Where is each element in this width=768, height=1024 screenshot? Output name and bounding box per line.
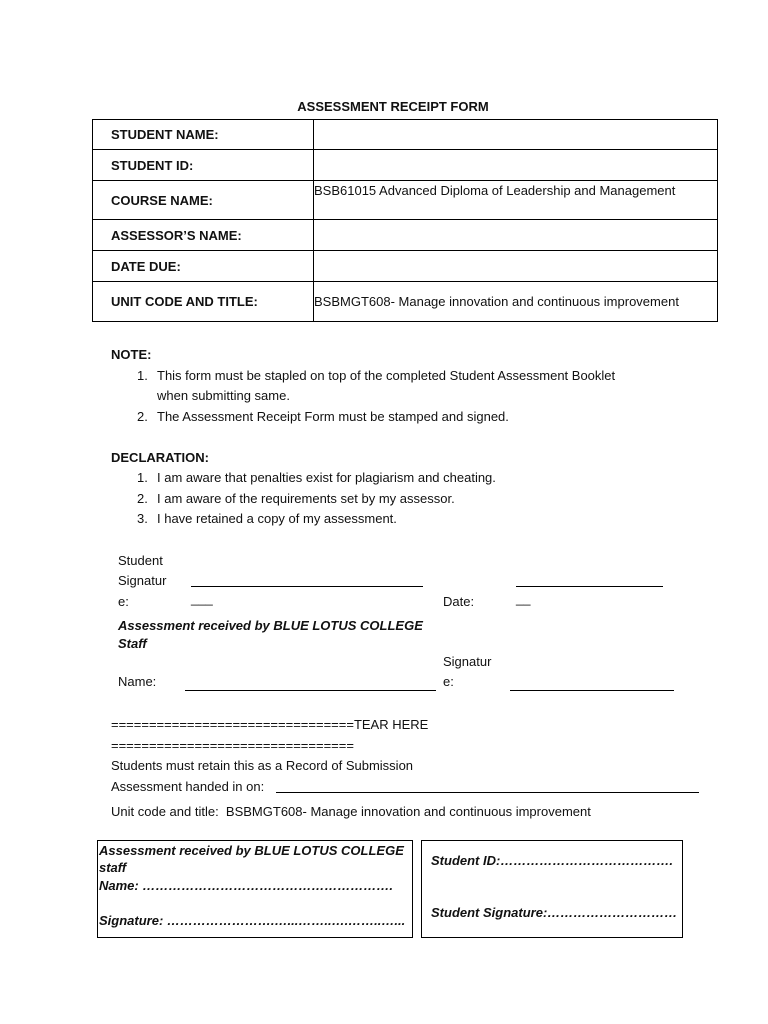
course-name-label: COURSE NAME: xyxy=(93,181,314,220)
note-item-1-line2: when submitting same. xyxy=(157,388,290,403)
student-receipt-signature-line[interactable]: Student Signature:………………………… xyxy=(431,905,678,920)
student-receipt-id-line[interactable]: Student ID:…………………………………. xyxy=(431,853,673,868)
student-receipt-box xyxy=(421,840,683,938)
student-name-field[interactable] xyxy=(314,120,718,150)
note-item-1-line1: This form must be stapled on top of the completed Student Assessment Booklet xyxy=(157,368,616,383)
tear-line-2: ================================ xyxy=(111,738,354,753)
unit-code-footer-label: Unit code and title: xyxy=(111,804,219,819)
form-title: ASSESSMENT RECEIPT FORM xyxy=(297,99,489,114)
list-number: 1. xyxy=(137,470,148,485)
note-item-1 xyxy=(137,368,615,383)
staff-receipt-heading-l2: staff xyxy=(99,860,127,875)
table-row xyxy=(93,220,718,251)
staff-name-line[interactable] xyxy=(185,690,436,691)
student-signature-label-l2: Signatur xyxy=(118,573,167,588)
declaration-heading: DECLARATION: xyxy=(111,450,209,465)
unit-code-label: UNIT CODE AND TITLE: xyxy=(93,282,314,322)
staff-signature-label-l2: e: xyxy=(443,674,454,689)
date-label: Date: xyxy=(443,594,475,609)
handed-in-label: Assessment handed in on: xyxy=(111,779,265,794)
declaration-item-1-text: I am aware that penalties exist for plagiarism and cheating. xyxy=(157,470,496,485)
note-item-2-line1: The Assessment Receipt Form must be stamped and signed. xyxy=(157,409,509,424)
table-row xyxy=(93,150,718,181)
student-signature-line-tail: ___ xyxy=(191,591,213,606)
table-row xyxy=(93,282,718,322)
course-name-value: BSB61015 Advanced Diploma of Leadership and Management xyxy=(314,181,718,220)
declaration-item-2 xyxy=(137,491,455,506)
student-name-label: STUDENT NAME: xyxy=(93,120,314,150)
assessor-name-field[interactable] xyxy=(314,220,718,251)
table-row xyxy=(93,181,718,220)
retain-record-text: Students must retain this as a Record of Submission xyxy=(111,758,414,773)
staff-heading-l1: Assessment received by BLUE LOTUS COLLEGE xyxy=(118,618,423,633)
staff-signature-label-l1: Signatur xyxy=(443,654,492,669)
note-item-2 xyxy=(137,409,509,424)
list-number: 2. xyxy=(137,491,148,506)
note-heading: NOTE: xyxy=(111,347,152,362)
staff-heading-l2: Staff xyxy=(118,636,147,651)
student-signature-line[interactable] xyxy=(191,586,423,587)
declaration-item-1 xyxy=(137,470,496,485)
table-row xyxy=(93,251,718,282)
staff-receipt-name-line[interactable]: Name: …………………………………………………. xyxy=(99,878,393,893)
handed-in-line[interactable] xyxy=(276,792,699,793)
assessor-name-label: ASSESSOR’S NAME: xyxy=(93,220,314,251)
list-number: 3. xyxy=(137,511,148,526)
list-number: 1. xyxy=(137,368,148,383)
student-signature-label-l3: e: xyxy=(118,594,129,609)
staff-signature-line[interactable] xyxy=(510,690,674,691)
declaration-item-3-text: I have retained a copy of my assessment. xyxy=(157,511,397,526)
tear-line-1: ================================TEAR HERE xyxy=(111,717,429,732)
staff-receipt-box xyxy=(97,840,413,938)
unit-code-footer-value: BSBMGT608- Manage innovation and continuous improvement xyxy=(225,804,591,819)
staff-receipt-heading-l1: Assessment received by BLUE LOTUS COLLEGE xyxy=(99,843,404,858)
declaration-item-3 xyxy=(137,511,397,526)
date-line-tail: __ xyxy=(516,591,531,606)
student-info-table xyxy=(92,119,718,322)
unit-code-value: BSBMGT608- Manage innovation and continuous improvement xyxy=(314,282,718,322)
student-signature-label-l1: Student xyxy=(118,553,163,568)
student-id-label: STUDENT ID: xyxy=(93,150,314,181)
unit-code-footer xyxy=(111,804,591,819)
declaration-item-2-text: I am aware of the requirements set by my assessor. xyxy=(157,491,455,506)
date-due-label: DATE DUE: xyxy=(93,251,314,282)
staff-name-label: Name: xyxy=(118,674,157,689)
student-id-field[interactable] xyxy=(314,150,718,181)
date-due-field[interactable] xyxy=(314,251,718,282)
list-number: 2. xyxy=(137,409,148,424)
table-row xyxy=(93,120,718,150)
staff-receipt-signature-line[interactable]: Signature: …………………….…...……..….……..…... xyxy=(99,913,406,928)
date-line[interactable] xyxy=(516,586,663,587)
